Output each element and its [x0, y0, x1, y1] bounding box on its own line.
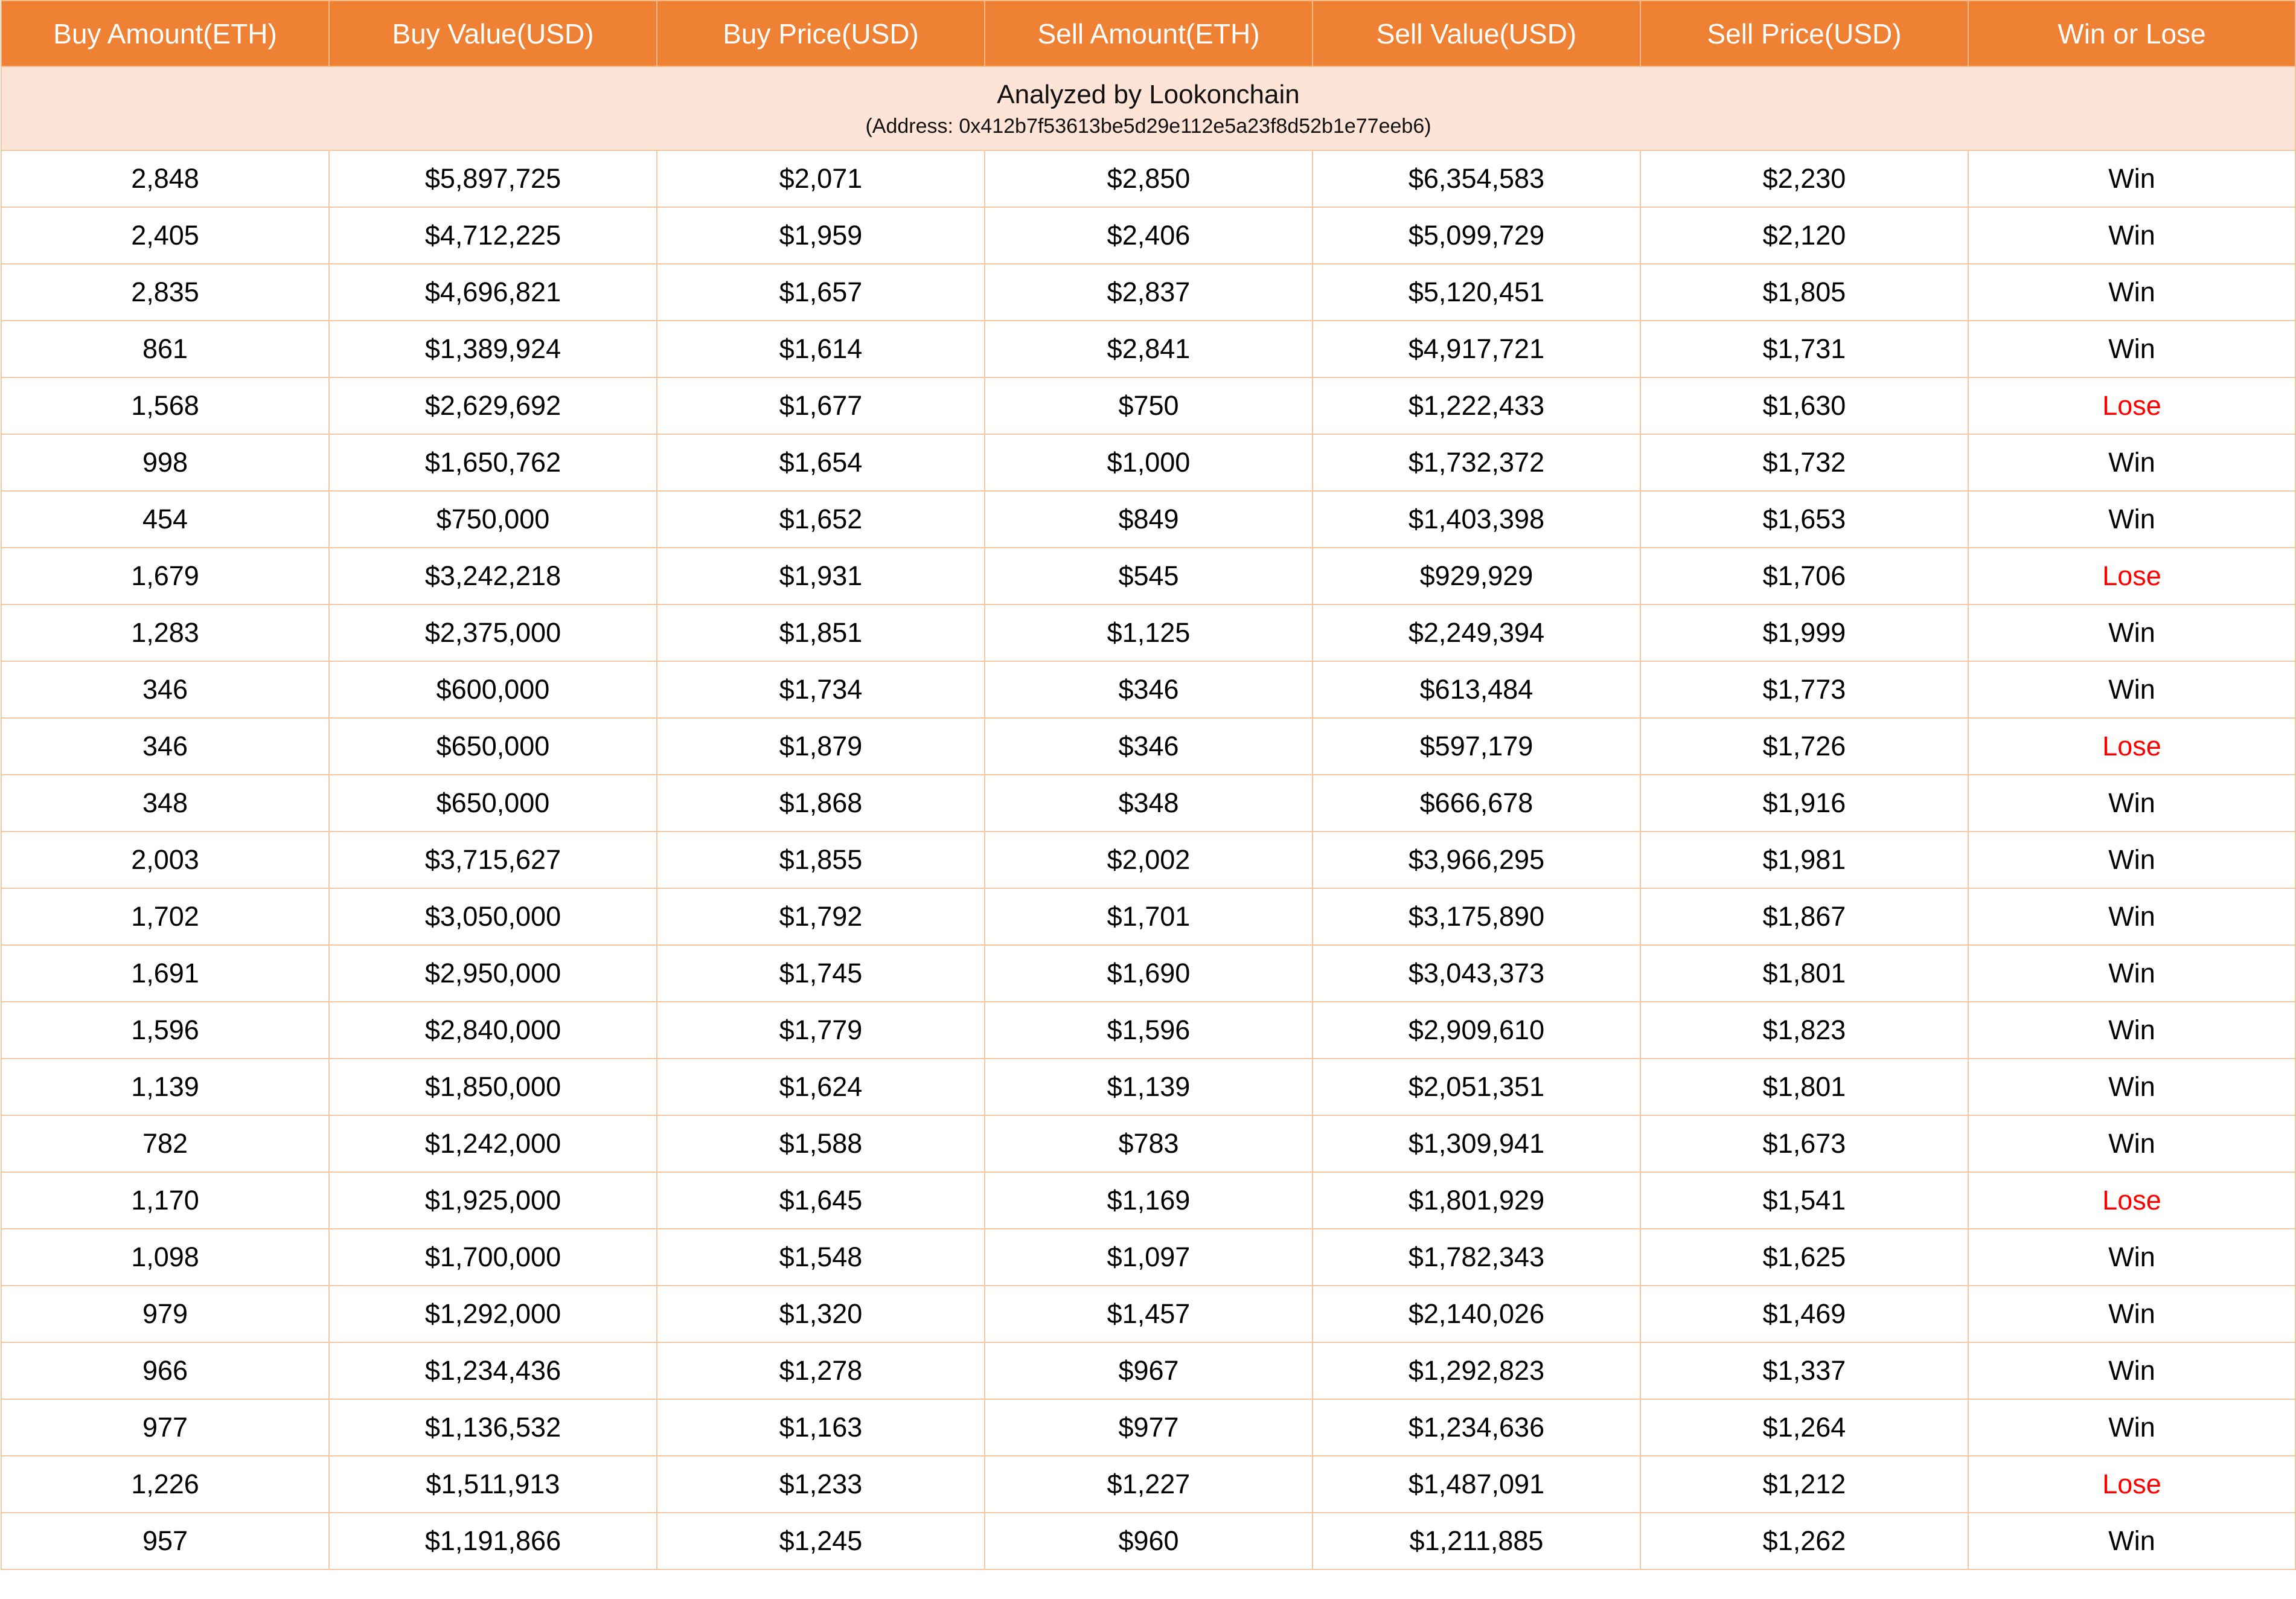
- cell-buy-value: $5,897,725: [329, 150, 657, 207]
- cell-sell-price: $1,801: [1640, 945, 1968, 1002]
- cell-buy-value: $3,715,627: [329, 832, 657, 888]
- cell-buy-price: $1,868: [657, 775, 985, 832]
- header-buy-amount: Buy Amount(ETH): [1, 1, 329, 66]
- cell-sell-price: $2,230: [1640, 150, 1968, 207]
- cell-sell-price: $1,212: [1640, 1456, 1968, 1513]
- cell-buy-value: $1,511,913: [329, 1456, 657, 1513]
- cell-buy-amount: 1,098: [1, 1229, 329, 1286]
- table-row: [1, 264, 2295, 321]
- cell-sell-price: $1,726: [1640, 718, 1968, 775]
- cell-buy-price: $1,245: [657, 1513, 985, 1569]
- cell-buy-value: $650,000: [329, 718, 657, 775]
- cell-sell-value: $3,966,295: [1313, 832, 1640, 888]
- cell-win-or-lose: Win: [1968, 321, 2295, 377]
- table-row: [1, 718, 2295, 775]
- cell-win-or-lose: Lose: [1968, 1172, 2295, 1229]
- cell-sell-value: $666,678: [1313, 775, 1640, 832]
- cell-buy-amount: 348: [1, 775, 329, 832]
- cell-sell-value: $1,309,941: [1313, 1115, 1640, 1172]
- cell-sell-value: $5,099,729: [1313, 207, 1640, 264]
- cell-sell-price: $2,120: [1640, 207, 1968, 264]
- cell-buy-amount: 346: [1, 661, 329, 718]
- cell-buy-price: $1,657: [657, 264, 985, 321]
- cell-sell-amount: $2,841: [985, 321, 1313, 377]
- cell-buy-price: $1,745: [657, 945, 985, 1002]
- cell-buy-price: $1,654: [657, 434, 985, 491]
- cell-win-or-lose: Win: [1968, 604, 2295, 661]
- cell-buy-amount: 957: [1, 1513, 329, 1569]
- cell-win-or-lose: Win: [1968, 207, 2295, 264]
- cell-buy-price: $1,851: [657, 604, 985, 661]
- cell-sell-value: $613,484: [1313, 661, 1640, 718]
- cell-sell-amount: $2,002: [985, 832, 1313, 888]
- cell-buy-value: $1,700,000: [329, 1229, 657, 1286]
- table-row: [1, 832, 2295, 888]
- cell-sell-value: $929,929: [1313, 548, 1640, 604]
- cell-sell-price: $1,823: [1640, 1002, 1968, 1059]
- cell-buy-value: $600,000: [329, 661, 657, 718]
- cell-win-or-lose: Win: [1968, 1115, 2295, 1172]
- table-row: [1, 1513, 2295, 1569]
- banner-row: [1, 66, 2295, 150]
- analysis-banner: [1, 66, 2295, 150]
- cell-sell-price: $1,541: [1640, 1172, 1968, 1229]
- cell-win-or-lose: Lose: [1968, 1456, 2295, 1513]
- cell-win-or-lose: Lose: [1968, 718, 2295, 775]
- table-row: [1, 1115, 2295, 1172]
- cell-buy-amount: 2,003: [1, 832, 329, 888]
- cell-sell-value: $2,909,610: [1313, 1002, 1640, 1059]
- cell-win-or-lose: Win: [1968, 264, 2295, 321]
- cell-buy-price: $1,548: [657, 1229, 985, 1286]
- cell-buy-value: $2,950,000: [329, 945, 657, 1002]
- cell-win-or-lose: Win: [1968, 1513, 2295, 1569]
- cell-sell-price: $1,264: [1640, 1399, 1968, 1456]
- cell-win-or-lose: Win: [1968, 434, 2295, 491]
- cell-sell-amount: $1,125: [985, 604, 1313, 661]
- cell-buy-amount: 1,568: [1, 377, 329, 434]
- cell-buy-price: $1,278: [657, 1342, 985, 1399]
- cell-buy-value: $1,292,000: [329, 1286, 657, 1342]
- cell-sell-price: $1,625: [1640, 1229, 1968, 1286]
- cell-win-or-lose: Win: [1968, 775, 2295, 832]
- banner-title: Analyzed by Lookonchain: [997, 79, 1300, 109]
- cell-sell-amount: $1,227: [985, 1456, 1313, 1513]
- cell-buy-price: $1,163: [657, 1399, 985, 1456]
- cell-sell-value: $1,801,929: [1313, 1172, 1640, 1229]
- cell-sell-price: $1,805: [1640, 264, 1968, 321]
- cell-buy-price: $1,931: [657, 548, 985, 604]
- cell-buy-value: $4,696,821: [329, 264, 657, 321]
- table-row: [1, 945, 2295, 1002]
- cell-buy-value: $2,629,692: [329, 377, 657, 434]
- table-row: [1, 150, 2295, 207]
- header-buy-value: Buy Value(USD): [329, 1, 657, 66]
- cell-win-or-lose: Win: [1968, 888, 2295, 945]
- cell-sell-value: $597,179: [1313, 718, 1640, 775]
- cell-buy-amount: 966: [1, 1342, 329, 1399]
- cell-sell-value: $5,120,451: [1313, 264, 1640, 321]
- cell-buy-value: $1,389,924: [329, 321, 657, 377]
- cell-sell-amount: $2,406: [985, 207, 1313, 264]
- cell-sell-value: $2,140,026: [1313, 1286, 1640, 1342]
- cell-buy-amount: 782: [1, 1115, 329, 1172]
- cell-sell-price: $1,999: [1640, 604, 1968, 661]
- cell-buy-value: $1,650,762: [329, 434, 657, 491]
- cell-buy-price: $1,879: [657, 718, 985, 775]
- cell-buy-amount: 2,835: [1, 264, 329, 321]
- cell-sell-amount: $1,690: [985, 945, 1313, 1002]
- table-row: [1, 377, 2295, 434]
- cell-sell-price: $1,916: [1640, 775, 1968, 832]
- cell-sell-amount: $2,850: [985, 150, 1313, 207]
- cell-win-or-lose: Win: [1968, 1002, 2295, 1059]
- cell-sell-amount: $849: [985, 491, 1313, 548]
- cell-sell-price: $1,469: [1640, 1286, 1968, 1342]
- table-row: [1, 1342, 2295, 1399]
- cell-buy-price: $1,792: [657, 888, 985, 945]
- cell-buy-value: $1,136,532: [329, 1399, 657, 1456]
- cell-buy-amount: 979: [1, 1286, 329, 1342]
- cell-buy-value: $4,712,225: [329, 207, 657, 264]
- cell-win-or-lose: Win: [1968, 1399, 2295, 1456]
- cell-buy-price: $2,071: [657, 150, 985, 207]
- header-buy-price: Buy Price(USD): [657, 1, 985, 66]
- cell-sell-value: $4,917,721: [1313, 321, 1640, 377]
- cell-buy-price: $1,677: [657, 377, 985, 434]
- cell-win-or-lose: Win: [1968, 661, 2295, 718]
- cell-buy-amount: 1,170: [1, 1172, 329, 1229]
- cell-win-or-lose: Win: [1968, 945, 2295, 1002]
- cell-buy-price: $1,624: [657, 1059, 985, 1115]
- cell-buy-price: $1,959: [657, 207, 985, 264]
- cell-sell-price: $1,731: [1640, 321, 1968, 377]
- cell-sell-price: $1,773: [1640, 661, 1968, 718]
- cell-sell-value: $1,234,636: [1313, 1399, 1640, 1456]
- cell-sell-value: $1,487,091: [1313, 1456, 1640, 1513]
- table-row: [1, 661, 2295, 718]
- cell-buy-value: $3,242,218: [329, 548, 657, 604]
- cell-buy-amount: 346: [1, 718, 329, 775]
- cell-buy-amount: 1,691: [1, 945, 329, 1002]
- cell-buy-amount: 2,848: [1, 150, 329, 207]
- cell-buy-amount: 998: [1, 434, 329, 491]
- cell-buy-value: $2,375,000: [329, 604, 657, 661]
- cell-sell-price: $1,630: [1640, 377, 1968, 434]
- cell-buy-value: $650,000: [329, 775, 657, 832]
- cell-sell-price: $1,801: [1640, 1059, 1968, 1115]
- table-row: [1, 1059, 2295, 1115]
- cell-buy-amount: 1,139: [1, 1059, 329, 1115]
- cell-sell-price: $1,706: [1640, 548, 1968, 604]
- cell-sell-amount: $1,701: [985, 888, 1313, 945]
- table-row: [1, 1456, 2295, 1513]
- cell-sell-amount: $346: [985, 718, 1313, 775]
- cell-win-or-lose: Win: [1968, 1229, 2295, 1286]
- table-row: [1, 888, 2295, 945]
- cell-sell-amount: $348: [985, 775, 1313, 832]
- cell-win-or-lose: Win: [1968, 1342, 2295, 1399]
- header-row: [1, 1, 2295, 66]
- header-sell-value: Sell Value(USD): [1313, 1, 1640, 66]
- table-row: [1, 1286, 2295, 1342]
- cell-buy-price: $1,652: [657, 491, 985, 548]
- table-row: [1, 604, 2295, 661]
- cell-buy-value: $1,850,000: [329, 1059, 657, 1115]
- cell-sell-amount: $783: [985, 1115, 1313, 1172]
- cell-win-or-lose: Win: [1968, 150, 2295, 207]
- banner-address: (Address: 0x412b7f53613be5d29e112e5a23f8d52b1e77eeb6): [865, 114, 1431, 138]
- cell-sell-value: $1,211,885: [1313, 1513, 1640, 1569]
- cell-sell-amount: $750: [985, 377, 1313, 434]
- cell-sell-amount: $977: [985, 1399, 1313, 1456]
- header-sell-price: Sell Price(USD): [1640, 1, 1968, 66]
- table-body: [1, 150, 2295, 1569]
- cell-sell-value: $2,249,394: [1313, 604, 1640, 661]
- cell-sell-amount: $960: [985, 1513, 1313, 1569]
- cell-sell-value: $2,051,351: [1313, 1059, 1640, 1115]
- banner-cell: [1, 66, 2295, 150]
- table-row: [1, 491, 2295, 548]
- cell-sell-amount: $1,596: [985, 1002, 1313, 1059]
- cell-sell-price: $1,653: [1640, 491, 1968, 548]
- table-row: [1, 1229, 2295, 1286]
- cell-sell-value: $6,354,583: [1313, 150, 1640, 207]
- cell-buy-amount: 1,596: [1, 1002, 329, 1059]
- cell-buy-value: $2,840,000: [329, 1002, 657, 1059]
- table-row: [1, 321, 2295, 377]
- cell-buy-amount: 2,405: [1, 207, 329, 264]
- table-row: [1, 1002, 2295, 1059]
- cell-buy-amount: 454: [1, 491, 329, 548]
- cell-buy-amount: 977: [1, 1399, 329, 1456]
- cell-win-or-lose: Win: [1968, 491, 2295, 548]
- cell-buy-value: $1,242,000: [329, 1115, 657, 1172]
- trade-table: [1, 0, 2296, 1570]
- header-win-or-lose: Win or Lose: [1968, 1, 2295, 66]
- cell-sell-amount: $1,169: [985, 1172, 1313, 1229]
- cell-sell-value: $1,403,398: [1313, 491, 1640, 548]
- table-header: [1, 1, 2295, 66]
- table-row: [1, 1172, 2295, 1229]
- cell-sell-amount: $1,097: [985, 1229, 1313, 1286]
- cell-sell-amount: $967: [985, 1342, 1313, 1399]
- cell-sell-price: $1,337: [1640, 1342, 1968, 1399]
- cell-buy-value: $1,925,000: [329, 1172, 657, 1229]
- cell-sell-price: $1,673: [1640, 1115, 1968, 1172]
- cell-sell-value: $3,175,890: [1313, 888, 1640, 945]
- cell-buy-amount: 1,226: [1, 1456, 329, 1513]
- cell-buy-price: $1,779: [657, 1002, 985, 1059]
- cell-buy-amount: 1,679: [1, 548, 329, 604]
- cell-sell-value: $1,782,343: [1313, 1229, 1640, 1286]
- cell-buy-price: $1,588: [657, 1115, 985, 1172]
- header-sell-amount: Sell Amount(ETH): [985, 1, 1313, 66]
- cell-win-or-lose: Win: [1968, 1059, 2295, 1115]
- table-row: [1, 548, 2295, 604]
- cell-buy-value: $3,050,000: [329, 888, 657, 945]
- cell-sell-price: $1,981: [1640, 832, 1968, 888]
- table-row: [1, 1399, 2295, 1456]
- cell-sell-amount: $545: [985, 548, 1313, 604]
- cell-sell-price: $1,867: [1640, 888, 1968, 945]
- cell-buy-price: $1,614: [657, 321, 985, 377]
- cell-sell-amount: $1,000: [985, 434, 1313, 491]
- cell-buy-price: $1,233: [657, 1456, 985, 1513]
- cell-sell-value: $3,043,373: [1313, 945, 1640, 1002]
- table-row: [1, 434, 2295, 491]
- cell-sell-price: $1,262: [1640, 1513, 1968, 1569]
- table-row: [1, 775, 2295, 832]
- cell-buy-price: $1,645: [657, 1172, 985, 1229]
- cell-buy-price: $1,734: [657, 661, 985, 718]
- cell-sell-value: $1,732,372: [1313, 434, 1640, 491]
- cell-buy-value: $750,000: [329, 491, 657, 548]
- table-row: [1, 207, 2295, 264]
- cell-sell-amount: $2,837: [985, 264, 1313, 321]
- cell-win-or-lose: Win: [1968, 832, 2295, 888]
- cell-buy-value: $1,191,866: [329, 1513, 657, 1569]
- cell-win-or-lose: Win: [1968, 1286, 2295, 1342]
- cell-buy-value: $1,234,436: [329, 1342, 657, 1399]
- cell-buy-amount: 1,702: [1, 888, 329, 945]
- cell-sell-amount: $346: [985, 661, 1313, 718]
- cell-sell-value: $1,222,433: [1313, 377, 1640, 434]
- cell-sell-value: $1,292,823: [1313, 1342, 1640, 1399]
- cell-win-or-lose: Lose: [1968, 548, 2295, 604]
- cell-win-or-lose: Lose: [1968, 377, 2295, 434]
- cell-buy-amount: 1,283: [1, 604, 329, 661]
- cell-buy-price: $1,320: [657, 1286, 985, 1342]
- cell-buy-amount: 861: [1, 321, 329, 377]
- cell-sell-price: $1,732: [1640, 434, 1968, 491]
- cell-buy-price: $1,855: [657, 832, 985, 888]
- cell-sell-amount: $1,139: [985, 1059, 1313, 1115]
- cell-sell-amount: $1,457: [985, 1286, 1313, 1342]
